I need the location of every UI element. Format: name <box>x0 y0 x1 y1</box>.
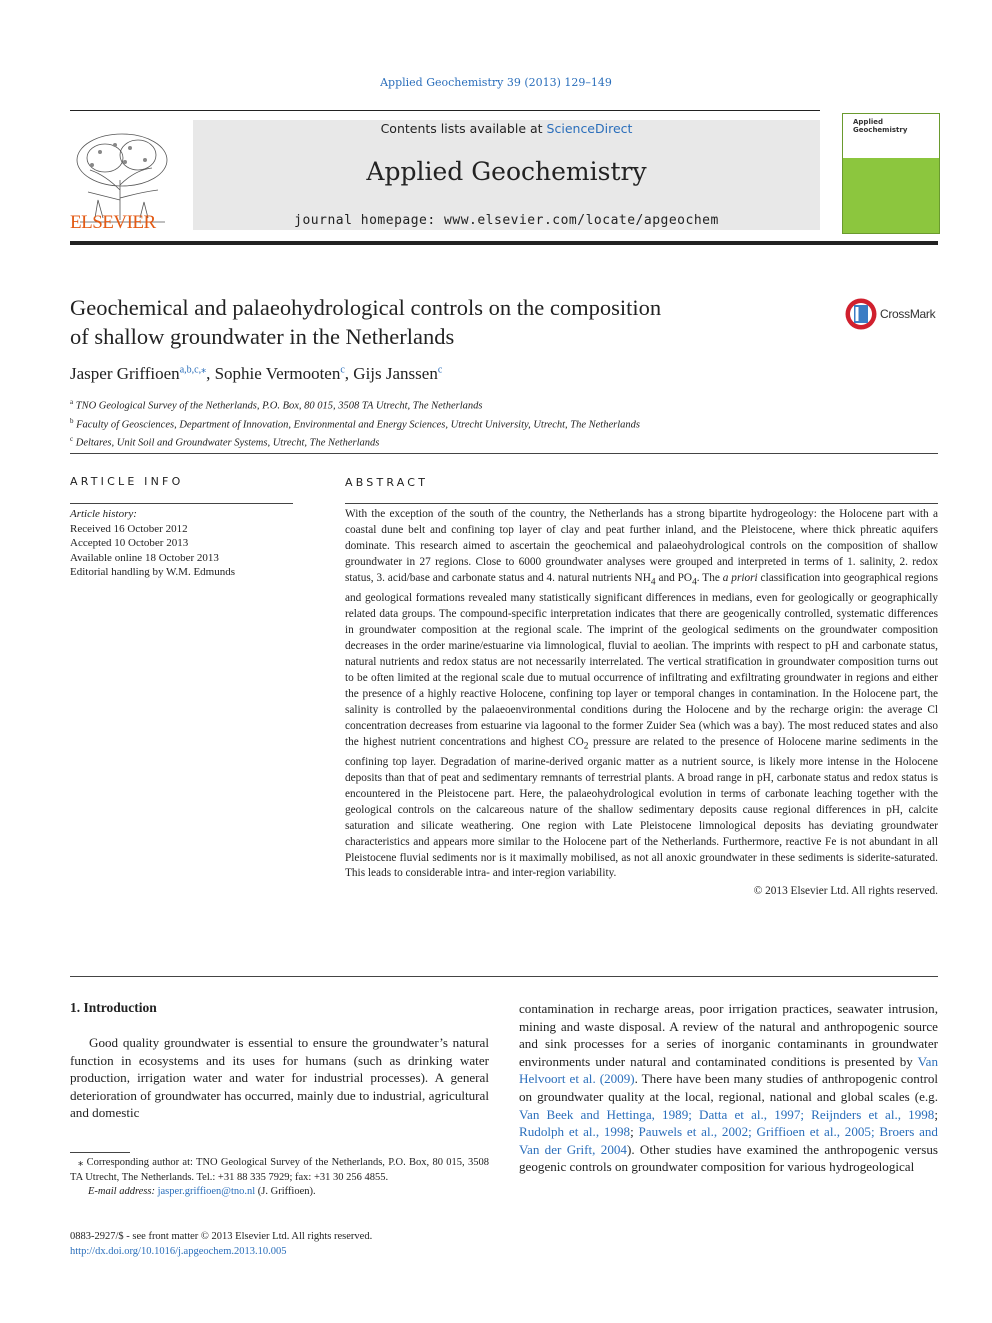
affiliation-key: c <box>70 435 74 443</box>
subscript: 4 <box>692 577 697 588</box>
cover-title: Applied Geochemistry <box>853 118 908 134</box>
reference-link[interactable]: Rudolph et al., 1998 <box>519 1124 631 1140</box>
crossmark-badge[interactable] <box>844 297 944 333</box>
body-text: ). Other studies have examined the anthropogenic versus geogenic controls on groundwater composition for various hydrogeological <box>519 1141 938 1175</box>
crossmark-label: CrossMark <box>880 307 936 321</box>
corresponding-author-footnote <box>70 1156 489 1200</box>
author-affil-marker[interactable]: c <box>340 364 345 376</box>
journal-title: Applied Geochemistry <box>366 157 647 186</box>
footnote-text: ⁎ Corresponding author at: TNO Geological Survey of the Netherlands, P.O. Box, 80 015, 3508 TA Utrecht, The Netherlands. Tel.: +31 88 335 7929; fax: +31 30 256 4855. <box>70 1157 489 1183</box>
affiliation-text: TNO Geological Survey of the Netherlands, P.O. Box, 80 015, 3508 TA Utrecht, The Netherlands <box>75 400 483 412</box>
article-info-heading: ARTICLE INFO <box>70 475 184 488</box>
abstract-text: classification into geographical regions and geological formations revealed many statistically significant differences in medians, even for geologically or geographically related data groups. The compound-specific interpretation indicates that there are geogenically controlled, systematic differences in groundwater composition at the regional scale. The imprint of the geological sediments on the groundwater composition decreases in the order marine/estuarine via limnological, fluvial to aeolian. The imprints with respect to pH and carbonate status, natural nutrients and redox status are not necessarily interrelated. The vertical stratification in groundwater composition turns out to be often limited at the regional scale due to mutual occurrence of infiltrating and exfiltrating groundwater in regions and either the presence of a highly reactive Holocene, confining top layer or temporal changes in contamination. In the Holocene part, the salinity is controlled by the palaeoenvironmental conditions during the Holocene and by the recharge origin: the average Cl concentration decreases from estuarine via lagoonal to the former Zuider Sea (which was a bay). The most reduced states and also the highest nutrient concentrations and highest CO <box>345 571 938 748</box>
issn-line: 0883-2927/$ - see front matter © 2013 Elsevier Ltd. All rights reserved. <box>70 1231 373 1242</box>
subscript: 2 <box>583 740 589 751</box>
section-rule <box>70 453 938 454</box>
body-text: ; <box>630 1124 639 1140</box>
abstract-text: With the exception of the south of the country, the Netherlands has a strong bipartite hydrogeology: the Holocene part with a coastal dune belt and confining top layer of clay and peat further inland, and the Pleistocene, where thick phreatic aquifers dominate. This research aimed to ascertain the geochemical and palaeohydrological controls on the composition of shallow groundwater in 27 regions. Close to 6000 groundwater analyses were grouped and interpreted in terms of 1. salinity, 2. redox status, 3. acid/base and carbonate status and 4. natural nutrients NH <box>345 508 938 584</box>
article-title <box>70 293 790 351</box>
journal-homepage[interactable]: journal homepage: www.elsevier.com/locate/apgeochem <box>294 213 719 228</box>
body-text: . There have been many studies of anthropogenic control on groundwater quality at the local, regional, national and global scales (e.g. <box>519 1071 939 1104</box>
journal-cover-thumbnail[interactable] <box>842 113 940 234</box>
sciencedirect-link[interactable]: ScienceDirect <box>546 121 633 136</box>
author-name[interactable]: Gijs Janssen <box>353 364 438 383</box>
affiliation-key: a <box>70 398 74 406</box>
contents-prefix: Contents lists available at <box>380 121 547 136</box>
doi-link[interactable]: http://dx.doi.org/10.1016/j.apgeochem.2013.10.005 <box>70 1245 287 1257</box>
author-affil-marker[interactable]: c <box>437 364 443 376</box>
body-text: ; <box>934 1106 938 1122</box>
introduction-paragraph: Good quality groundwater is essential to ensure the groundwater’s natural function in ecosystems and its uses for humans (such as drinking water production, irrigation water and water for industrial processes). A general deterioration of groundwater has occurred, mainly due to industrial, agricultural and domestic <box>70 1035 489 1121</box>
title-line-2: of shallow groundwater in the Netherlands <box>70 324 455 349</box>
history-label: Article history: <box>70 508 137 520</box>
footnote-email <box>70 1185 489 1200</box>
article-history <box>70 507 295 580</box>
affiliations <box>70 395 640 451</box>
section-rule <box>70 976 938 977</box>
article-info-rule <box>70 503 293 504</box>
header-rule <box>70 110 820 111</box>
copyright-notice: © 2013 Elsevier Ltd. All rights reserved. <box>753 885 938 898</box>
abstract-rule <box>345 503 938 504</box>
contents-line <box>193 121 820 136</box>
affiliation <box>70 395 640 414</box>
abstract-text: . The <box>696 571 723 584</box>
email-link[interactable]: jasper.griffioen@tno.nl <box>157 1186 256 1197</box>
introduction-heading: 1. Introduction <box>70 1000 157 1015</box>
journal-citation[interactable]: Applied Geochemistry 39 (2013) 129–149 <box>380 76 612 89</box>
affiliation-text: Deltares, Unit Soil and Groundwater Systems, Utrecht, The Netherlands <box>75 437 380 449</box>
email-label: E-mail address: <box>88 1186 158 1197</box>
subscript: 4 <box>650 577 656 588</box>
email-suffix: (J. Griffioen). <box>255 1186 316 1197</box>
reference-link[interactable]: Van Helvoort et al. (2009) <box>519 1053 938 1087</box>
editorial-handling: Editorial handling by W.M. Edmunds <box>70 566 235 579</box>
author-affil-marker[interactable]: a,b,c,⁎ <box>179 364 207 376</box>
cover-header <box>843 114 939 158</box>
introduction-continued <box>519 1000 938 1176</box>
author-list: Jasper Griffioen$^{a,b,c,⁎}$, Sophie Vermooten$^c$, Gijs Janssen$^c$ <box>70 364 443 383</box>
abstract-body <box>345 507 938 900</box>
abstract-italic: a priori <box>722 571 758 584</box>
abstract-text: pressure are related to the presence of Holocene marine sediments in the confining top layer. Degradation of marine-derived organic matter as a nutrient source, is likely more intense in the Holocene deposits than that of peat and sedimentary remnants of terrestrial plants. A broad range in pH, carbonate status and redox status is encountered in the Pleistocene part. Here, the palaeohydrological evolution in terms of carbonate leaching together with the geological controls on the calcareous nature of the shallow sedimentary deposits cause regional differences in pH, calcite saturation and silicate weathering. One region with Late Pleistocene limnological deposits has deviating groundwater characteristics and appears more similar to the Holocene part of the Netherlands. Furthermore, reactive Fe is not abundant in all Pleistocene fluvial sediments nor is it maximally mobilised, as not all anoxic groundwater in these sediments is siderite-saturated. This leads to considerable intra- and inter-region variability. <box>345 735 939 880</box>
title-line-1: Geochemical and palaeohydrological controls on the composition <box>70 295 662 320</box>
affiliation-text: Faculty of Geosciences, Department of Innovation, Environmental and Energy Sciences, Utrecht University, Utrecht, The Netherlands <box>76 419 640 430</box>
reference-link[interactable]: Van Beek and Hettinga, 1989; Datta et al., 1997; Reijnders et al., 1998 <box>519 1106 935 1122</box>
elsevier-wordmark: ELSEVIER <box>70 212 156 233</box>
abstract-text: and PO <box>655 571 693 584</box>
author-name[interactable]: Jasper Griffioen <box>70 364 180 383</box>
body-text: contamination in recharge areas, poor irrigation practices, seawater intrusion, mining and waste disposal. A review of the natural and anthropogenic source and sink processes for a series of inorganic contaminants in groundwater environments under natural and contaminated conditions is presented by <box>519 1001 938 1069</box>
online-date: Available online 18 October 2013 <box>70 551 219 564</box>
banner-rule <box>70 241 938 245</box>
affiliation <box>70 414 640 433</box>
accepted-date: Accepted 10 October 2013 <box>70 537 189 550</box>
reference-link[interactable]: Pauwels et al., 2002; Griffioen et al., 2005; Broers and Van der Grift, 2004 <box>519 1124 938 1157</box>
page-footer <box>70 1230 372 1259</box>
footnote-rule <box>70 1152 130 1153</box>
affiliation-key: b <box>70 416 74 425</box>
author-name[interactable]: Sophie Vermooten <box>214 364 341 383</box>
affiliation <box>70 432 640 451</box>
abstract-heading: ABSTRACT <box>345 476 429 489</box>
received-date: Received 16 October 2012 <box>70 522 188 535</box>
crossmark-icon <box>844 297 878 331</box>
